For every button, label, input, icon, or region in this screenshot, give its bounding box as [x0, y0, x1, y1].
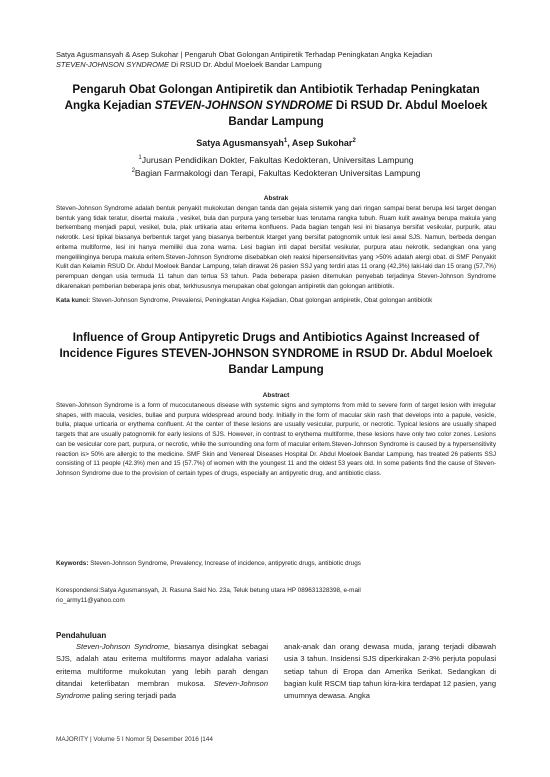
abstract-id-body: Steven-Johnson Syndrome adalah bentuk penyakit mukokutan dengan tanda dan gejala sistemik yang dari ringan sampai berat berupa lesi target dengan bentuk yang tidak teratur, disertai makula , vesikel, bula dan purpura yang tersebar luas terutama rangka tubuh. Ruam kulit awalnya berupa makula yang berkembang menjadi papul, vesikel, bula, plak urtikaria atau eritema konfluens. Pada bagian tengah lesi ini biasanya bersifat vesikular, purpurik, atau nekrotik. Lesi tipikal biasanya berbentuk target yang biasanya berbentuk ktarget yang bersifat patognomik untuk lesi awal SJS. Namun, berbeda dengan eritema multiforme, lesi ini hanya memiliki dua zona warna. Lesi bagian inti dapat bersifat vesikular, purpura atau nekrotik, sedangkan ona yang mengelilinginya berupa makula eritem.Steven-Johnson Syndrome disebabkan oleh reaksi hipersensitivitas yang >50% adalah alergi obat. di SMF Penyakit Kulit dan Kelamin RSUD Dr. Abdul Moeloek Bandar Lampung, telah dirawat 26 pasien SSJ yang terdiri atas 11 orang (42,3%) laki-laki dan 15 orang (57,7%) perempuan dengan usia termuda 11 tahun dan tertua 53 tahun. Pada beberapa pasien ditemukan penyebab terjadinya Steven-Johnson Syndrome dikarenakan pemberian beberapa jenis obat, terkhususnya merupakan obat golongan antipiretik dan golongan antibiotik.	[56, 205, 496, 290]
keywords-id-label: Kata kunci:	[56, 297, 91, 304]
running-header-italic: STEVEN-JOHNSON SYNDROME	[56, 60, 169, 69]
affiliation-2-sup: 2	[131, 168, 135, 175]
title-id-italic: STEVEN-JOHNSON SYNDROME	[154, 99, 333, 112]
intro-left-text-2: paling sering terjadi pada	[90, 691, 177, 701]
correspondence	[56, 586, 496, 605]
correspondence-line1: Korespondensi:Satya Agusmansyah, Jl. Rasuna Said No. 23a, Teluk betung utara HP 089631328398, e-mail	[56, 587, 361, 594]
author-2: Asep Sukohar	[291, 138, 353, 148]
author-1: Satya Agusmansyah	[196, 138, 284, 148]
abstract-en-heading: Abstract	[262, 392, 290, 399]
intro-right-column: anak-anak dan orang dewasa muda, jarang terjadi dibawah usia 3 tahun. Insidensi SJS diperkirakan 2-3% perjuta populasi setiap tahun di Eropa dan Amerika Serikat. Sedangkan di bagian kulit RSCM tiap tahun kira-kira terdapat 12 pasien, yang umumnya dewasa. Angka	[284, 642, 496, 701]
keywords-id	[56, 296, 496, 306]
keywords-en-text: Steven-Johnson Syndrome, Prevalency, Increase of incidence, antipyretic drugs, antibiotic drugs	[88, 560, 361, 567]
intro-left-italic-2: Steven-Johnson Syndrome	[56, 678, 268, 701]
affiliation-1-text: Jurusan Pendidikan Dokter, Fakultas Kedokteran, Universitas Lampung	[141, 155, 414, 165]
affiliation-1-sup: 1	[138, 155, 142, 162]
author-1-sup: 1	[283, 138, 288, 144]
running-header-rest: Di RSUD Dr. Abdul Moeloek Bandar Lampung	[168, 60, 322, 69]
keywords-id-text: Steven-Johnson Syndrome, Prevalensi, Peningkatan Angka Kejadian, Obat golongan antipiretik, Obat golongan antibiotik	[90, 297, 433, 304]
title-id-part3: Di RSUD Dr. Abdul Moeloek Bandar Lampung	[228, 99, 488, 128]
affiliation-2-text: Bagian Farmakologi dan Terapi, Fakultas Kedokteran Universitas Lampung	[134, 168, 421, 178]
correspondence-email: rio_army11@yahoo.com	[56, 596, 125, 604]
author-sep: ,	[287, 138, 292, 148]
title-indonesian	[56, 82, 496, 130]
section-heading-pendahuluan: Pendahuluan	[56, 631, 107, 640]
keywords-en-label: Keywords:	[56, 560, 89, 567]
affiliation-2	[56, 167, 496, 179]
page-footer: MAJORITY | Volume 5 I Nomor 5| Desember 2016 |144	[56, 736, 213, 743]
affiliation-1	[56, 154, 496, 166]
intro-left-italic-1: Steven-Johnson Syndrome,	[76, 642, 171, 651]
author-2-sup: 2	[352, 138, 356, 144]
authors	[56, 138, 496, 148]
running-header	[56, 50, 506, 70]
title-english: Influence of Group Antipyretic Drugs and Antibiotics Against Increased of Incidence Figures STEVEN-JOHNSON SYNDROME in RSUD Dr. Abdul Moeloek Bandar Lampung	[59, 331, 493, 376]
intro-left-column	[56, 641, 268, 702]
abstract-en-body: Steven-Johnson Syndrome is a form of mucocutaneous disease with systemic signs and symptoms from mild to severe form of target lesion with irregular shapes, with macula, vesicles, bullae and purpura widespread around body. Initially in the form of macular skin rash that develops into a papule, vesicle, bulla, plaque urticaria or erythema confluent. At the center of these lesions are usually vesicular, purpuric, or necrotic. Typical lesions are usually shaped targets that are usually patognomik for early lesions of SJS. However, in contrast to erythema multiforme, these lesions have only two color zones. Lesions can be vesicular core part, purpura, or necrotic, while the surrounding ona form of macular eritem.Steven-Johnson Syndrome is caused by a hypersensitivity reaction is> 50% are allergic to the medicine. SMF Skin and Venereal Diseases Hospital Dr. Abdul Moeloek Bandar Lampung, has treated 26 patients SSJ consisting of 11 people (42.3%) men and 15 (57.7%) of women with the youngest 11 and the oldest 53 years old. In some patients find the cause of Steven-Johnson Syndrome due to the provision of certain types of drugs, especially an antipyretic drug, and antibiotic class.	[56, 402, 496, 477]
running-header-line2	[56, 60, 506, 70]
running-header-line1: Satya Agusmansyah & Asep Sukohar | Pengaruh Obat Golongan Antipiretik Terhadap Peningkatan Angka Kejadian	[56, 50, 433, 59]
title-id-part1: Pengaruh Obat Golongan Antipiretik dan Antibiotik Terhadap Peningkatan Angka Kejadian	[64, 83, 480, 112]
abstract-id-heading: Abstrak	[263, 195, 289, 202]
keywords-en	[56, 559, 496, 569]
intro-left-text-1: biasanya disingkat sebagai SJS, adalah atau eritema multiforms mayor adalaha variasi eritema multiforme mukokutan yang lebih parah dengan ditandai keterlibatan membran mukosa.	[56, 642, 268, 688]
